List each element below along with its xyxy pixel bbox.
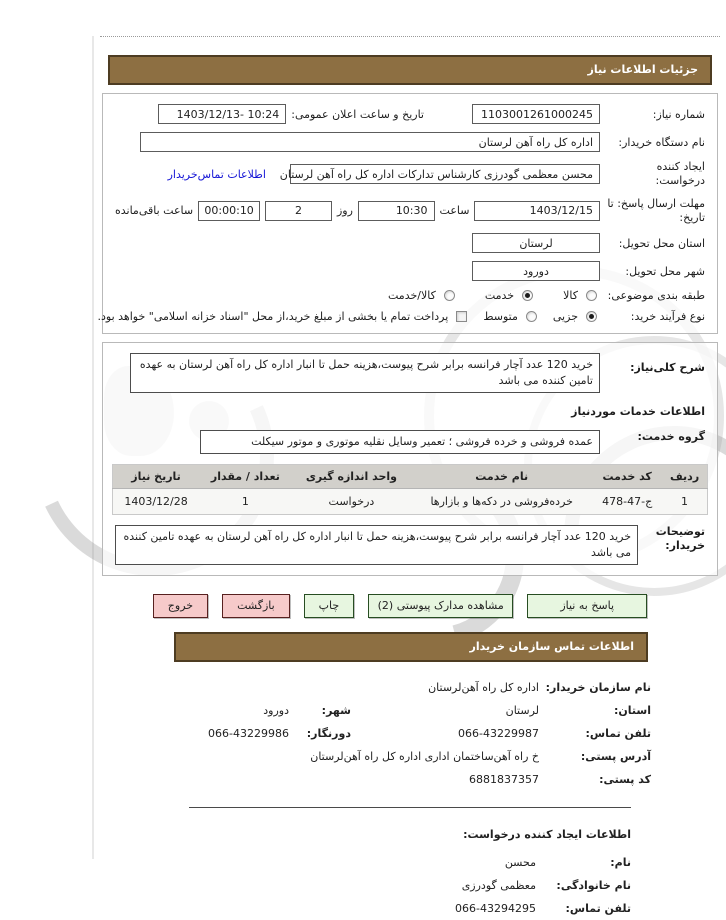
need-info-panel xyxy=(97,93,718,334)
creator-first-name-label: نام: xyxy=(610,855,631,869)
treasury-checkbox-label: پرداخت تمام یا بخشی از مبلغ خرید،از محل "اسناد خزانه اسلامی" خواهد بود. xyxy=(97,310,449,324)
province-value: لرستان xyxy=(505,703,539,717)
table-header-cell: تاریخ نیاز xyxy=(113,465,200,489)
print-button[interactable]: چاپ xyxy=(304,594,355,618)
table-cell: 1 xyxy=(662,489,707,515)
postal-code-value: 6881837357 xyxy=(469,772,539,786)
reply-deadline-time: 10:30 xyxy=(358,201,435,221)
creator-first-name-value: محسن xyxy=(504,855,536,869)
announce-datetime-value: 1403/12/13- 10:24 xyxy=(158,104,286,124)
subject-classification-label: طبقه بندی موضوعی: xyxy=(607,289,705,303)
org-name-value: اداره کل راه آهن‌لرستان xyxy=(428,680,539,694)
services-table xyxy=(112,464,708,515)
services-table-head xyxy=(113,465,708,489)
days-remaining-value: 2 xyxy=(265,201,332,221)
creator-info-fields xyxy=(94,851,631,920)
radio-goods-service-label: کالا/خدمت xyxy=(388,289,436,303)
table-header-cell: نام خدمت xyxy=(411,465,592,489)
divider-dotted xyxy=(100,36,720,37)
service-group-label: گروه خدمت: xyxy=(637,430,705,444)
divider-line xyxy=(189,807,631,808)
request-creator-value: محسن معظمی گودرزی کارشناس تدارکات اداره کل راه آهن لرستان xyxy=(290,164,600,184)
time-remaining-value: 00:00:10 xyxy=(198,201,260,221)
table-cell: درخواست xyxy=(292,489,411,515)
phone-value: 066-43229987 xyxy=(458,726,539,740)
required-services-heading: اطلاعات خدمات موردنیاز xyxy=(571,405,705,419)
radio-minor[interactable] xyxy=(586,311,597,322)
reply-deadline-date: 1403/12/15 xyxy=(474,201,600,221)
services-panel xyxy=(102,342,718,576)
hour-label: ساعت xyxy=(439,204,470,218)
table-cell: 1403/12/28 xyxy=(113,489,200,515)
delivery-city-label: شهر محل تحویل: xyxy=(625,264,705,278)
phone-label: تلفن تماس: xyxy=(585,726,651,740)
need-description-text: خرید 120 عدد آچار فرانسه برابر شرح پیوست،هزینه حمل تا انبار اداره کل راه آهن لرستان به عهده تامین کننده می باشد xyxy=(130,353,600,393)
buyer-org-value: اداره کل راه آهن لرستان xyxy=(140,132,600,152)
fax-label: دورنگار: xyxy=(306,726,351,740)
need-number-value: 1103001261000245 xyxy=(472,104,600,124)
radio-minor-label: جزیی xyxy=(552,310,578,324)
fax-value: 066-43229986 xyxy=(208,726,289,740)
table-header-cell: کد خدمت xyxy=(592,465,662,489)
buyer-note-text: خرید 120 عدد آچار فرانسه برابر شرح پیوست،هزینه حمل تا انبار اداره کل راه آهن لرستان به عهده تامین کننده می باشد xyxy=(115,525,638,565)
need-description-label: شرح کلی‌نیاز: xyxy=(630,361,705,375)
city-label: شهر: xyxy=(321,703,351,717)
table-row xyxy=(113,489,708,515)
buyer-org-label: نام دستگاه خریدار: xyxy=(618,135,705,149)
table-header-cell: ردیف xyxy=(662,465,707,489)
postal-address-value: خ راه آهن‌ساختمان اداری اداره کل راه آهن‌لرستان xyxy=(310,749,539,763)
table-header-cell: تعداد / مقدار xyxy=(199,465,292,489)
org-name-label: نام سازمان خریدار: xyxy=(545,680,651,694)
province-label: استان: xyxy=(614,703,651,717)
delivery-city-value: دورود xyxy=(472,261,600,281)
radio-goods-service[interactable] xyxy=(444,290,455,301)
postal-code-label: کد پستی: xyxy=(599,772,651,786)
creator-phone-value: 066-43294295 xyxy=(455,901,536,915)
services-table-body xyxy=(113,489,708,515)
delivery-province-value: لرستان xyxy=(472,233,600,253)
table-cell: 478-47-ج xyxy=(592,489,662,515)
need-number-label: شماره نیاز: xyxy=(652,107,705,121)
radio-medium[interactable] xyxy=(526,311,537,322)
purchase-process-label: نوع فرآیند خرید: xyxy=(630,310,705,324)
city-value: دورود xyxy=(263,703,289,717)
creator-last-name-value: معظمی گودرزی xyxy=(461,878,536,892)
radio-goods[interactable] xyxy=(586,290,597,301)
table-cell: خرده‌فروشی در دکه‌ها و بازارها xyxy=(411,489,592,515)
action-button-row xyxy=(167,594,616,618)
radio-medium-label: متوسط xyxy=(483,310,518,324)
table-cell: 1 xyxy=(199,489,292,515)
buyer-contact-link[interactable]: اطلاعات تماس‌خریدار xyxy=(167,167,266,181)
section-title-buyer-contact: اطلاعات تماس سازمان خریدار xyxy=(174,632,648,662)
radio-service-label: خدمت xyxy=(484,289,515,303)
postal-address-label: آدرس پستی: xyxy=(580,749,651,763)
creator-info-heading: اطلاعات ایجاد کننده درخواست: xyxy=(463,827,631,841)
announce-datetime-label: تاریخ و ساعت اعلان عمومی: xyxy=(291,107,424,121)
page xyxy=(92,36,726,915)
radio-goods-label: کالا xyxy=(563,289,578,303)
time-remaining-label: ساعت باقی‌مانده xyxy=(114,204,194,218)
service-group-value: عمده فروشی و خرده فروشی ؛ تعمیر وسایل نقلیه موتوری و موتور سیکلت xyxy=(200,430,600,454)
radio-service[interactable] xyxy=(522,290,533,301)
treasury-checkbox[interactable] xyxy=(456,311,467,322)
buyer-note-label: توضیحات خریدار: xyxy=(655,525,705,553)
request-creator-label: ایجاد کننده درخواست: xyxy=(655,160,705,188)
creator-last-name-label: نام خانوادگی: xyxy=(556,878,631,892)
respond-button[interactable]: پاسخ به نیاز xyxy=(527,594,647,618)
exit-button[interactable]: خروج xyxy=(153,594,208,618)
table-header-cell: واحد اندازه گیری xyxy=(292,465,411,489)
view-attachments-button[interactable]: مشاهده مدارک پیوستی (2) xyxy=(368,594,513,618)
delivery-province-label: استان محل تحویل: xyxy=(618,236,705,250)
section-title-need-details: جزئیات اطلاعات نیاز xyxy=(108,55,712,85)
day-label: روز xyxy=(336,204,353,218)
buyer-contact-fields xyxy=(94,676,651,791)
creator-phone-label: تلفن تماس: xyxy=(565,901,631,915)
reply-deadline-label: مهلت ارسال پاسخ: تا تاریخ: xyxy=(607,196,705,224)
back-button[interactable]: بازگشت xyxy=(222,594,290,618)
